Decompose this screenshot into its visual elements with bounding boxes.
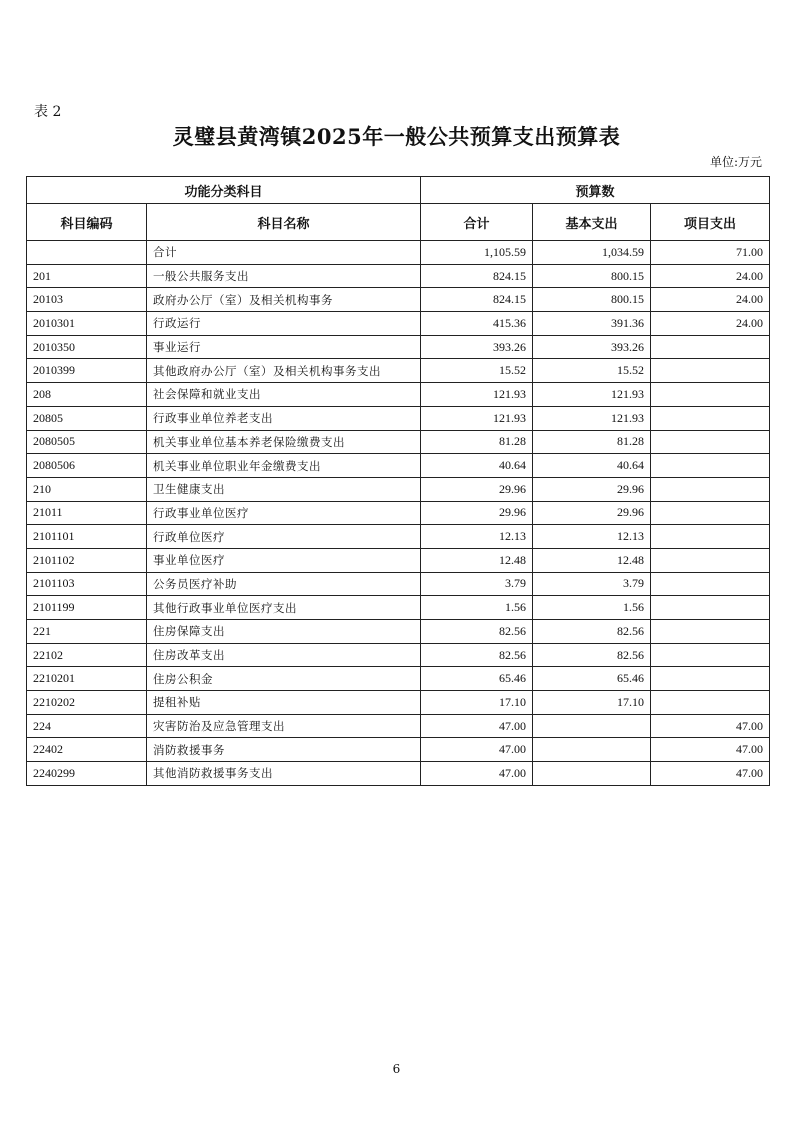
cell-total: 29.96 <box>421 501 533 525</box>
cell-total: 17.10 <box>421 691 533 715</box>
table-row <box>27 312 770 336</box>
table-row <box>27 525 770 549</box>
cell-project: 47.00 <box>651 762 770 786</box>
cell-basic: 12.48 <box>533 548 651 572</box>
table-row <box>27 548 770 572</box>
cell-name: 行政事业单位医疗 <box>147 501 421 525</box>
cell-name: 住房改革支出 <box>147 643 421 667</box>
cell-total: 47.00 <box>421 714 533 738</box>
table-row <box>27 738 770 762</box>
table-row <box>27 596 770 620</box>
cell-total: 824.15 <box>421 288 533 312</box>
cell-total: 121.93 <box>421 406 533 430</box>
cell-code: 20805 <box>27 406 147 430</box>
cell-code: 2210202 <box>27 691 147 715</box>
cell-code: 208 <box>27 383 147 407</box>
table-row <box>27 691 770 715</box>
table-row <box>27 241 770 265</box>
cell-total: 47.00 <box>421 738 533 762</box>
cell-project <box>651 525 770 549</box>
cell-basic: 12.13 <box>533 525 651 549</box>
table-row <box>27 667 770 691</box>
table-row <box>27 620 770 644</box>
cell-basic: 121.93 <box>533 406 651 430</box>
cell-basic: 82.56 <box>533 643 651 667</box>
cell-code: 2101103 <box>27 572 147 596</box>
cell-code: 2240299 <box>27 762 147 786</box>
page-number: 6 <box>392 1062 401 1076</box>
cell-total: 415.36 <box>421 312 533 336</box>
cell-project <box>651 359 770 383</box>
table-row <box>27 359 770 383</box>
cell-project <box>651 691 770 715</box>
cell-basic: 17.10 <box>533 691 651 715</box>
table-row <box>27 762 770 786</box>
cell-code: 2101101 <box>27 525 147 549</box>
cell-project: 24.00 <box>651 264 770 288</box>
cell-basic: 3.79 <box>533 572 651 596</box>
column-header-project: 项目支出 <box>651 204 770 241</box>
cell-project: 47.00 <box>651 714 770 738</box>
cell-name: 事业单位医疗 <box>147 548 421 572</box>
cell-basic: 800.15 <box>533 288 651 312</box>
cell-name: 住房保障支出 <box>147 620 421 644</box>
cell-name: 其他政府办公厅（室）及相关机构事务支出 <box>147 359 421 383</box>
cell-code: 201 <box>27 264 147 288</box>
cell-code: 22402 <box>27 738 147 762</box>
cell-name: 一般公共服务支出 <box>147 264 421 288</box>
column-header-basic: 基本支出 <box>533 204 651 241</box>
table-row <box>27 501 770 525</box>
cell-name: 卫生健康支出 <box>147 477 421 501</box>
cell-total: 82.56 <box>421 620 533 644</box>
cell-project: 47.00 <box>651 738 770 762</box>
cell-total: 121.93 <box>421 383 533 407</box>
cell-name: 机关事业单位职业年金缴费支出 <box>147 454 421 478</box>
cell-total: 47.00 <box>421 762 533 786</box>
cell-project <box>651 667 770 691</box>
cell-total: 29.96 <box>421 477 533 501</box>
cell-project: 71.00 <box>651 241 770 265</box>
cell-code: 2010350 <box>27 335 147 359</box>
cell-total: 65.46 <box>421 667 533 691</box>
table-row <box>27 572 770 596</box>
cell-name: 事业运行 <box>147 335 421 359</box>
cell-code: 221 <box>27 620 147 644</box>
cell-code: 21011 <box>27 501 147 525</box>
cell-name: 合计 <box>147 241 421 265</box>
cell-name: 住房公积金 <box>147 667 421 691</box>
column-header-name: 科目名称 <box>147 204 421 241</box>
cell-project <box>651 596 770 620</box>
cell-basic: 1.56 <box>533 596 651 620</box>
cell-total: 393.26 <box>421 335 533 359</box>
cell-basic: 15.52 <box>533 359 651 383</box>
cell-project <box>651 548 770 572</box>
cell-basic: 29.96 <box>533 477 651 501</box>
group-header-budget: 预算数 <box>421 177 770 204</box>
table-row <box>27 714 770 738</box>
cell-basic <box>533 762 651 786</box>
cell-code: 20103 <box>27 288 147 312</box>
cell-name: 行政运行 <box>147 312 421 336</box>
column-header-code: 科目编码 <box>27 204 147 241</box>
cell-basic: 65.46 <box>533 667 651 691</box>
cell-basic <box>533 714 651 738</box>
cell-basic: 391.36 <box>533 312 651 336</box>
cell-name: 其他行政事业单位医疗支出 <box>147 596 421 620</box>
cell-basic <box>533 738 651 762</box>
cell-basic: 82.56 <box>533 620 651 644</box>
cell-total: 15.52 <box>421 359 533 383</box>
cell-project <box>651 643 770 667</box>
table-row <box>27 406 770 430</box>
cell-project <box>651 620 770 644</box>
cell-total: 81.28 <box>421 430 533 454</box>
group-header-function: 功能分类科目 <box>27 177 421 204</box>
cell-project: 24.00 <box>651 288 770 312</box>
table-row <box>27 430 770 454</box>
cell-project <box>651 406 770 430</box>
table-body <box>27 241 770 786</box>
cell-code: 2010301 <box>27 312 147 336</box>
cell-project <box>651 454 770 478</box>
table-label: 表 2 <box>34 104 62 120</box>
unit-label: 单位:万元 <box>709 155 762 169</box>
cell-project <box>651 430 770 454</box>
cell-basic: 121.93 <box>533 383 651 407</box>
cell-basic: 800.15 <box>533 264 651 288</box>
cell-basic: 393.26 <box>533 335 651 359</box>
cell-total: 1,105.59 <box>421 241 533 265</box>
cell-name: 机关事业单位基本养老保险缴费支出 <box>147 430 421 454</box>
cell-total: 12.48 <box>421 548 533 572</box>
column-header-row <box>27 204 770 241</box>
table-row <box>27 643 770 667</box>
cell-code: 210 <box>27 477 147 501</box>
cell-total: 1.56 <box>421 596 533 620</box>
cell-project <box>651 501 770 525</box>
cell-project <box>651 572 770 596</box>
cell-total: 40.64 <box>421 454 533 478</box>
cell-basic: 40.64 <box>533 454 651 478</box>
cell-code: 2010399 <box>27 359 147 383</box>
cell-code <box>27 241 147 265</box>
cell-name: 公务员医疗补助 <box>147 572 421 596</box>
cell-name: 政府办公厅（室）及相关机构事务 <box>147 288 421 312</box>
cell-name: 其他消防救援事务支出 <box>147 762 421 786</box>
cell-project <box>651 477 770 501</box>
table-row <box>27 383 770 407</box>
cell-total: 3.79 <box>421 572 533 596</box>
budget-table <box>26 176 770 786</box>
cell-code: 2080505 <box>27 430 147 454</box>
cell-code: 2080506 <box>27 454 147 478</box>
cell-name: 行政事业单位养老支出 <box>147 406 421 430</box>
cell-basic: 1,034.59 <box>533 241 651 265</box>
cell-code: 2101199 <box>27 596 147 620</box>
column-header-total: 合计 <box>421 204 533 241</box>
cell-project <box>651 335 770 359</box>
cell-name: 提租补贴 <box>147 691 421 715</box>
cell-project: 24.00 <box>651 312 770 336</box>
cell-code: 2210201 <box>27 667 147 691</box>
table-row <box>27 477 770 501</box>
table-row <box>27 335 770 359</box>
cell-name: 社会保障和就业支出 <box>147 383 421 407</box>
cell-name: 消防救援事务 <box>147 738 421 762</box>
cell-total: 824.15 <box>421 264 533 288</box>
cell-code: 224 <box>27 714 147 738</box>
cell-basic: 81.28 <box>533 430 651 454</box>
cell-project <box>651 383 770 407</box>
cell-total: 12.13 <box>421 525 533 549</box>
cell-code: 2101102 <box>27 548 147 572</box>
cell-name: 行政单位医疗 <box>147 525 421 549</box>
table-row <box>27 288 770 312</box>
cell-basic: 29.96 <box>533 501 651 525</box>
cell-code: 22102 <box>27 643 147 667</box>
cell-name: 灾害防治及应急管理支出 <box>147 714 421 738</box>
page-title: 灵璧县黄湾镇2025年一般公共预算支出预算表 <box>172 124 621 149</box>
table-row <box>27 264 770 288</box>
group-header-row <box>27 177 770 204</box>
table-row <box>27 454 770 478</box>
cell-total: 82.56 <box>421 643 533 667</box>
